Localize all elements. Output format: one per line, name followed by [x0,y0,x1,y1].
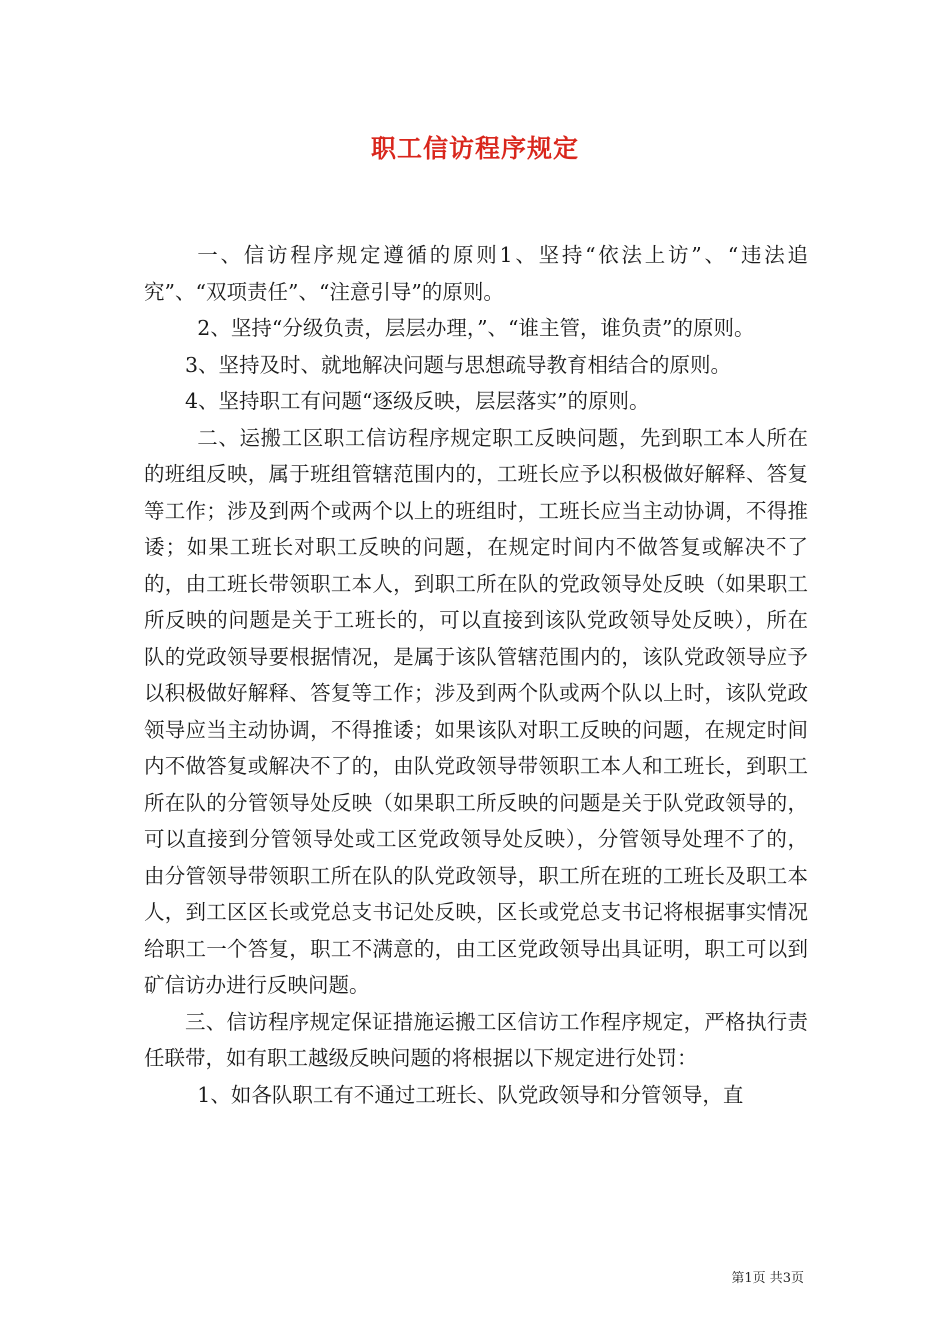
document-title: 职工信访程序规定 [370,134,579,163]
page-number: 第1页 共3页 [731,1271,804,1286]
paragraph-procedure: 二、运搬工区职工信访程序规定职工反映问题，先到职工本人所在的班组反映，属于班组管辖范围内的，工班长应予以积极做好解释、答复等工作；涉及到两个或两个以上的班组时，工班长应当主动协调，不得推诿；如果工班长对职工反映的问题，在规定时间内不做答复或解决不了的，由工班长带领职工本人，到职工所在队的党政领导处反映（如果职工所反映的问题是关于工班长的，可以直接到该队党政领导处反映），所在队的党政领导要根据情况，是属于该队管辖范围内的，该队党政领导应予以积极做好解释、答复等工作；涉及到两个队或两个队以上时，该队党政领导应当主动协调，不得推诿；如果该队对职工反映的问题，在规定时间内不做答复或解决不了的，由队党政领导带领职工本人和工班长，到职工所在队的分管领导处反映（如果职工所反映的问题是关于队党政领导的，可以直接到分管领导处或工区党政领导处反映），分管领导处理不了的，由分管领导带领职工所在队的队党政领导，职工所在班的工班长及职工本人，到工区区长或党总支书记处反映，区长或党总支书记将根据事实情况给职工一个答复，职工不满意的，由工区党政领导出具证明，职工可以到矿信访办进行反映问题。 [144,425,808,997]
document-body [144,237,808,1113]
paragraph-principles: 一、信访程序规定遵循的原则1、坚持“依法上访”、“违法追究”、“双项责任”、“注意引导”的原则。 [144,243,808,304]
paragraph-measure-1: 1、如各队职工有不通过工班长、队党政领导和分管领导，直 [197,1082,744,1107]
paragraph-principle-4: 4、坚持职工有问题“逐级反映，层层落实”的原则。 [185,389,650,413]
paragraph-principle-3: 3、坚持及时、就地解决问题与思想疏导教育相结合的原则。 [185,352,732,377]
paragraph-measures: 三、信访程序规定保证措施运搬工区信访工作程序规定，严格执行责任联带，如有职工越级反映问题的将根据以下规定进行处罚： [144,1009,808,1070]
paragraph-principle-2: 2、坚持“分级负责，层层办理，”、“谁主管，谁负责”的原则。 [197,316,755,340]
